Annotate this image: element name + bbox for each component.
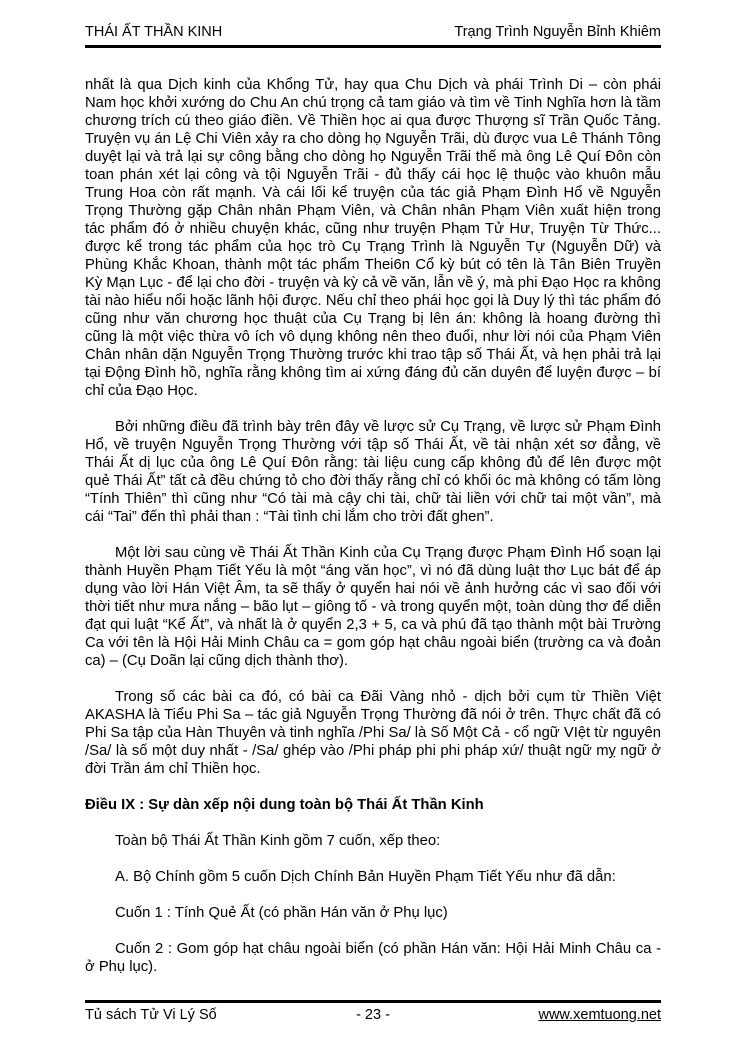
- paragraph: Trong số các bài ca đó, có bài ca Đãi Vàng nhỏ - dịch bởi cụm từ Thiền Việt AKASHA là Tiểu Phi Sa – tác giả Nguyễn Trọng Thường đã nói ở trên. Thực chất đã có Phi Sa tập của Hàn Thuyên và tinh nghĩa /Phi Sa/ là Số Một Cả - cổ ngữ VIệt từ nguyên /Sa/ là số một duy nhất - /Sa/ ghép vào /Phi pháp phi phi pháp xứ/ thuật ngữ mỵ ngữ ở đời Trần ám chỉ Thiền học.: [85, 689, 661, 777]
- page-header: [85, 24, 661, 48]
- paragraph: Toàn bộ Thái Ất Thần Kinh gồm 7 cuốn, xếp theo:: [115, 833, 441, 849]
- section-heading: Điều IX : Sự dàn xếp nội dung toàn bộ Thái Ất Thần Kinh: [85, 797, 484, 813]
- header-author: Trạng Trình Nguyễn Bỉnh Khiêm: [454, 24, 661, 40]
- paragraph: Một lời sau cùng về Thái Ất Thần Kinh của Cụ Trạng được Phạm Đình Hổ soạn lại thành Huyền Phạm Tiết Yếu là một “áng văn học”, vì nó đã dùng luật thơ Lục bát để áp dụng vào lời Hán Việt Âm, ta sẽ thấy ở quyển hai nói về ảnh hưởng các vì sao đối với thời tiết như mưa nắng – bão lụt – giông tố - và trong quyển một, toàn dùng thơ để diễn đạt qui luật “Kể Ất”, và nhất là ở quyển 2,3 + 5, ca và phú đã tạo thành một bài Trường Ca với tên là Hội Hải Minh Châu ca = gom góp hạt châu ngoài biển (trường ca và đoản ca) – (Cụ Doãn lại cũng dịch thành thơ).: [85, 545, 661, 669]
- paragraph: Bởi những điều đã trình bày trên đây về lược sử Cụ Trạng, về lược sử Phạm Đình Hổ, về truyện Nguyễn Trọng Thường với tập số Thái Ất, về tài nhận xét sơ đẳng, về Thái Ất dị lục của ông Lê Quí Đôn rằng: tài liệu cung cấp không đủ để lên được một quẻ Thái Ất” tất cả đều chứng tỏ cho đời thấy rằng chỉ có khối óc mà không có tấm lòng “Tính Thiên” thì cũng như “Có tài mà cậy chi tài, chữ tài liền với chữ tai một vần”, mà cái “Tai” đến thì phải than : “Tài tình chi lắm cho trời đất ghen”.: [85, 419, 661, 525]
- footer-website-link[interactable]: www.xemtuong.net: [538, 1007, 661, 1023]
- paragraph: Cuốn 1 : Tính Quẻ Ất (có phần Hán văn ở Phụ lục): [115, 905, 448, 921]
- body-text: [85, 76, 661, 994]
- footer-series-title: Tủ sách Tử Vi Lý Số: [85, 1007, 217, 1023]
- paragraph: A. Bộ Chính gồm 5 cuốn Dịch Chính Bản Huyền Phạm Tiết Yếu như đã dẫn:: [115, 869, 616, 885]
- page-footer: [85, 1000, 661, 1023]
- footer-page-number: - 23 -: [356, 1007, 390, 1023]
- paragraph: Cuốn 2 : Gom góp hạt châu ngoài biển (có phần Hán văn: Hội Hải Minh Châu ca - ở Phụ lục).: [85, 941, 661, 975]
- paragraph-continuation: nhất là qua Dịch kinh của Khổng Tử, hay qua Chu Dịch và phái Trình Di – còn phái Nam học khởi xướng do Chu An chú trọng cả tam giáo và tìm về Tinh Nghĩa hơn là tầm chương trích cú theo giáo điền. Về Thiền học ai qua được Thượng sĩ Trần Quốc Tảng. Truyện vụ án Lệ Chi Viên xảy ra cho dòng họ Nguyễn Trãi, dù được vua Lê Thánh Tông duyệt lại và trả lại sự công bằng cho dòng họ Nguyễn Trãi thế mà ông Lê Quí Đôn còn toan phán xét lại công và tội Nguyễn Trãi - đủ thấy cái học lệ thuộc vào khuôn mẫu Trung Hoa còn rất mạnh. Và cái lối kể truyện của tác giả Phạm Đình Hổ về Nguyễn Trọng Thường gặp Chân nhân Phạm Viên, và Chân nhân Phạm Viên xuất hiện trong tác phẩm đó ở nhiều chuyện khác, cũng như truyện Phạm Tử Hư, Truyện Từ Thức... được kể trong tác phẩm của học trò Cụ Trạng Trình là Nguyễn Tự (Nguyễn Dữ) và Phùng Khắc Khoan, thành một tác phẩm Thei6n Cổ kỳ bút có tên là Tân Biên Truyền Kỳ Mạn Lục - để lại cho đời - truyện và kỳ cả về văn, lẫn về ý, mà phi Đạo Học ra không tài nào hiểu nổi hoặc lãnh hội được. Nếu chỉ theo phái học gọi là Duy lý thì tác phẩm đó cũng như văn chương học thuật của Cụ Trạng bị lên án: không là hoang đường thì cũng là một việc thừa vô ích vô dụng không nên theo đuổi, như lời nói của Phạm Viên Chân nhân dặn Nguyễn Trọng Thường trước khi trao tập số Thái Ất, và hẹn phải trả lại tại Động Đình hồ, nghĩa rằng không tìm ai xứng đáng đủ căn duyên để luyện được – bí chỉ của Đạo Học.: [85, 77, 661, 399]
- header-title: THÁI ẤT THẦN KINH: [85, 24, 223, 40]
